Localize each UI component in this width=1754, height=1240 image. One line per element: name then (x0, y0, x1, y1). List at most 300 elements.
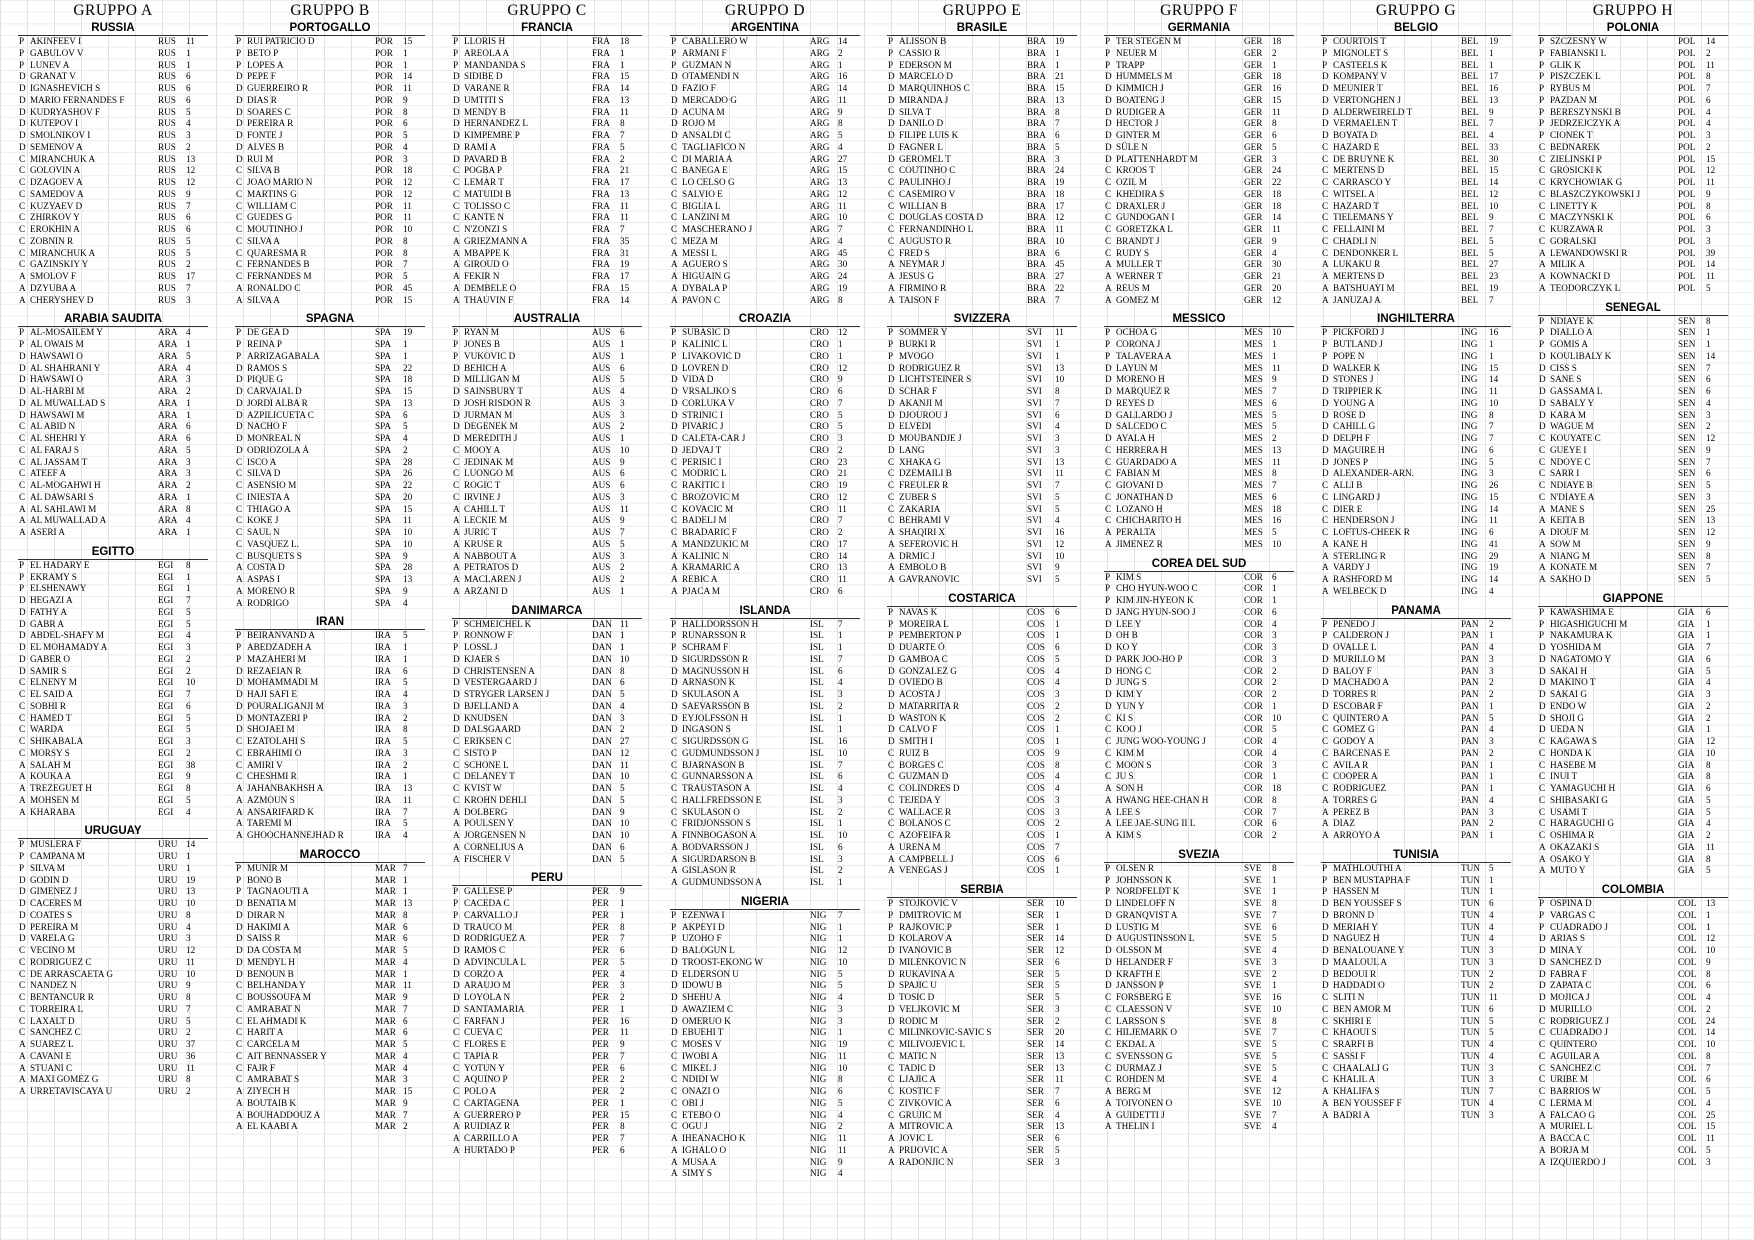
player-role: D (1539, 1003, 1546, 1014)
player-name: MORENO R (247, 585, 296, 596)
player-value: 1 (838, 59, 843, 70)
player-row (670, 492, 860, 504)
player-value: 17 (186, 271, 196, 281)
player-country: POL (1678, 200, 1696, 211)
player-role: C (1105, 480, 1112, 490)
player-role: D (1322, 71, 1329, 82)
player-role: C (888, 806, 895, 817)
player-value: 8 (1706, 771, 1711, 782)
player-row (452, 480, 642, 492)
player-row (670, 1098, 860, 1110)
player-country: EGI (158, 606, 174, 617)
player-country: COR (1244, 771, 1263, 782)
player-row (887, 492, 1077, 504)
player-row (1104, 410, 1294, 422)
player-value: 45 (1055, 259, 1065, 270)
player-row (1104, 48, 1294, 60)
player-country: AUS (592, 362, 611, 373)
player-role: C (1539, 1086, 1546, 1096)
player-country: PER (592, 1144, 609, 1155)
player-name: AZOFEIFA R (899, 830, 951, 840)
player-name: ATEEF A (30, 468, 66, 479)
player-value: 11 (186, 36, 195, 46)
player-name: CAMPANA M (30, 851, 86, 861)
player-row (1321, 642, 1511, 654)
player-name: JONATHAN D (1116, 491, 1173, 502)
player-value: 3 (186, 468, 191, 479)
player-row (887, 154, 1077, 166)
player-row (235, 969, 425, 981)
player-country: BRA (1027, 71, 1046, 82)
player-country: URU (158, 933, 178, 944)
player-role: C (1539, 165, 1546, 176)
player-row (452, 468, 642, 480)
player-name: AQUINO P (464, 1074, 508, 1085)
player-role: P (453, 630, 459, 641)
player-role: A (671, 841, 678, 852)
player-role: C (1322, 515, 1329, 526)
player-country: AUS (592, 515, 611, 526)
player-name: AL MUWALLAD S (30, 397, 106, 408)
player-value: 7 (1055, 841, 1060, 852)
player-value: 13 (1055, 362, 1065, 373)
player-row (670, 95, 860, 107)
player-name: KUDRYASHOV F (30, 106, 101, 117)
player-country: EGI (158, 618, 174, 629)
player-value: 1 (620, 339, 625, 349)
player-row (1104, 1027, 1294, 1039)
player-country: BRA (1027, 235, 1046, 246)
player-country: POL (1678, 36, 1696, 46)
team-block (452, 872, 642, 1156)
player-role: D (1105, 118, 1112, 129)
player-country: COR (1244, 759, 1263, 770)
player-role: C (1539, 141, 1546, 152)
player-country: GIA (1678, 865, 1695, 876)
player-row (1321, 969, 1511, 981)
player-name: MANE S (1550, 503, 1585, 514)
team-name: INGHILTERRA (1321, 313, 1511, 327)
player-role: D (671, 677, 678, 688)
player-country: RUS (158, 294, 176, 305)
player-value: 11 (838, 1050, 847, 1061)
player-role: A (888, 294, 895, 305)
player-row (18, 433, 208, 445)
player-value: 12 (1706, 433, 1716, 443)
player-name: MILINKOVIC-SAVIC S (899, 1027, 992, 1038)
player-name: KROHN DEHLI (464, 794, 527, 805)
player-row (18, 839, 208, 851)
player-country: CRO (810, 386, 829, 396)
player-role: D (671, 724, 678, 735)
player-role: C (236, 1003, 243, 1014)
player-name: RUIZ B (899, 747, 929, 758)
player-name: SILVA B (247, 165, 280, 176)
player-value: 7 (403, 862, 408, 873)
player-row (1104, 224, 1294, 236)
player-name: MEZA M (682, 235, 718, 246)
player-name: TOSIC D (899, 992, 935, 1002)
player-role: A (453, 259, 460, 270)
player-name: HAZARD E (1333, 141, 1380, 152)
player-role: C (19, 456, 26, 467)
player-country: COS (1027, 841, 1045, 852)
player-country: GIA (1678, 736, 1695, 746)
player-role: D (453, 712, 460, 723)
player-row (1321, 875, 1511, 887)
player-row (1104, 595, 1294, 607)
player-country: MAR (375, 933, 396, 944)
player-row (1104, 165, 1294, 177)
player-row (18, 910, 208, 922)
player-row (887, 445, 1077, 457)
player-row (1104, 1074, 1294, 1086)
player-value: 4 (1489, 585, 1494, 596)
player-role: A (453, 818, 460, 829)
player-name: TAGNAOUTI A (247, 886, 309, 897)
player-country: MAR (375, 1039, 396, 1049)
player-row (1538, 492, 1728, 504)
player-value: 33 (1489, 141, 1499, 152)
player-country: CRO (810, 409, 829, 420)
player-country: TUN (1461, 909, 1480, 920)
player-value: 12 (838, 327, 848, 338)
player-role: C (1322, 188, 1329, 199)
player-role: C (1322, 527, 1329, 537)
player-value: 16 (620, 1015, 630, 1026)
player-name: GAMBOA C (899, 653, 948, 664)
player-name: KOWNACKI D (1550, 271, 1610, 281)
player-row (235, 386, 425, 398)
player-country: GIA (1678, 700, 1695, 711)
player-row (235, 1004, 425, 1016)
player-role: D (888, 94, 895, 105)
player-country: ARG (810, 235, 830, 246)
player-role: C (671, 1039, 678, 1049)
group-column (452, 0, 642, 1164)
player-value: 1 (186, 491, 191, 502)
player-name: SASSI F (1333, 1050, 1366, 1061)
player-country: SVI (1027, 386, 1042, 396)
player-role: C (888, 503, 895, 514)
player-role: D (671, 362, 678, 373)
player-role: A (671, 259, 678, 270)
player-role: D (888, 700, 895, 711)
player-role: A (671, 550, 678, 561)
player-name: CORONA J (1116, 339, 1161, 349)
player-name: YAMAGUCHI H (1550, 783, 1616, 793)
player-row (1104, 992, 1294, 1004)
player-value: 4 (838, 783, 843, 793)
player-row (18, 374, 208, 386)
player-value: 6 (186, 421, 191, 432)
player-role: D (1105, 945, 1112, 955)
player-value: 5 (1055, 992, 1060, 1002)
player-name: TRIPPIER K (1333, 386, 1382, 396)
player-role: D (19, 118, 26, 129)
player-country: BEL (1461, 106, 1479, 117)
player-country: TUN (1461, 862, 1480, 873)
player-role: D (236, 141, 243, 152)
player-row (1321, 189, 1511, 201)
player-name: LINETTY K (1550, 200, 1598, 211)
player-row (18, 468, 208, 480)
player-name: ARAUJO M (464, 980, 511, 991)
player-country: FRA (592, 141, 610, 152)
player-row (235, 574, 425, 586)
player-row (235, 1016, 425, 1028)
player-country: FRA (592, 224, 610, 234)
player-role: C (1322, 747, 1329, 758)
player-value: 6 (403, 409, 408, 420)
player-country: SPA (375, 386, 392, 396)
player-row (887, 701, 1077, 713)
player-country: RUS (158, 83, 176, 93)
player-country: COL (1678, 1039, 1697, 1049)
player-name: KOUKA A (30, 771, 72, 782)
player-name: KOUYATE C (1550, 433, 1601, 443)
player-name: KIM Y (1116, 689, 1143, 699)
player-value: 3 (1706, 689, 1711, 699)
player-country: SEN (1678, 574, 1696, 584)
player-role: C (888, 188, 895, 199)
player-name: MVOGO (899, 350, 934, 361)
player-name: TREZEGUET H (30, 783, 92, 793)
player-row (452, 83, 642, 95)
player-row (1104, 118, 1294, 130)
player-role: A (1322, 1109, 1329, 1120)
player-role: C (1105, 177, 1112, 187)
player-row (452, 410, 642, 422)
player-role: D (1105, 968, 1112, 979)
player-value: 1 (186, 571, 191, 582)
player-country: GER (1244, 247, 1263, 258)
team-name: ISLANDA (670, 605, 860, 619)
player-country: ING (1461, 527, 1478, 537)
player-row (235, 504, 425, 516)
player-role: C (453, 1039, 460, 1049)
player-role: D (1539, 689, 1546, 699)
player-role: D (888, 653, 895, 664)
player-role: D (1539, 386, 1546, 396)
player-role: D (453, 956, 460, 967)
player-row (1321, 736, 1511, 748)
player-row (670, 189, 860, 201)
player-country: EGI (158, 712, 174, 723)
player-role: C (236, 259, 243, 270)
player-name: EDERSON M (899, 59, 952, 70)
player-country: COS (1027, 853, 1045, 864)
player-role: P (888, 618, 894, 629)
player-country: SER (1027, 898, 1044, 908)
player-name: BEN YOUSSEF S (1333, 898, 1402, 908)
player-value: 13 (186, 886, 196, 897)
player-row (452, 818, 642, 830)
player-role: C (1322, 1062, 1329, 1073)
player-role: C (19, 165, 26, 176)
player-name: HWANG HEE-CHAN H (1116, 794, 1209, 805)
player-row (1538, 969, 1728, 981)
player-value: 6 (1706, 980, 1711, 991)
player-country: BRA (1027, 153, 1046, 164)
player-country: TUN (1461, 1015, 1480, 1026)
player-value: 11 (838, 1133, 847, 1143)
player-name: MATUIDI B (464, 188, 512, 199)
player-value: 14 (1055, 933, 1065, 944)
player-row (1104, 736, 1294, 748)
player-row (1538, 433, 1728, 445)
player-name: BOATENG J (1116, 94, 1165, 105)
player-country: SVI (1027, 397, 1042, 408)
player-name: AKANJI M (899, 397, 943, 408)
player-name: BUSQUETS S (247, 550, 302, 561)
player-country: BRA (1027, 59, 1046, 70)
player-country: PER (592, 886, 609, 897)
player-role: P (671, 909, 677, 920)
player-role: D (671, 130, 678, 140)
player-row (1104, 713, 1294, 725)
player-country: PER (592, 968, 609, 979)
player-country: GER (1244, 141, 1263, 152)
player-name: BARCENAS E (1333, 747, 1390, 758)
player-role: A (1105, 1121, 1112, 1132)
player-value: 23 (838, 456, 848, 467)
player-value: 10 (1055, 898, 1065, 908)
player-row (1321, 677, 1511, 689)
player-role: D (888, 968, 895, 979)
player-role: C (236, 1062, 243, 1073)
player-value: 8 (1272, 468, 1277, 479)
player-role: D (671, 700, 678, 711)
player-row (1321, 830, 1511, 842)
player-value: 11 (838, 574, 847, 584)
player-value: 1 (1489, 47, 1494, 58)
player-row (1538, 1086, 1728, 1098)
player-role: D (236, 421, 243, 432)
player-role: D (888, 409, 895, 420)
player-name: ALEXANDER-ARN. (1333, 468, 1414, 479)
player-role: D (1539, 350, 1546, 361)
player-value: 6 (620, 468, 625, 479)
player-country: COL (1678, 1015, 1697, 1026)
player-name: URRETAVISCAYA U (30, 1086, 113, 1096)
player-country: BEL (1461, 282, 1479, 293)
player-row (18, 677, 208, 689)
player-value: 16 (1055, 527, 1065, 537)
player-name: COURTOIS T (1333, 36, 1386, 46)
player-value: 5 (403, 130, 408, 140)
player-value: 9 (838, 1156, 843, 1167)
player-country: GIA (1678, 806, 1695, 817)
player-role: D (888, 689, 895, 699)
player-value: 12 (838, 362, 848, 373)
player-role: A (1322, 830, 1329, 840)
player-name: EL MOHAMADY A (30, 642, 108, 652)
player-role: A (1105, 1109, 1112, 1120)
player-role: D (1105, 665, 1112, 676)
player-name: BADELJ M (682, 515, 727, 526)
player-role: D (453, 409, 460, 420)
group-title: GRUPPO E (942, 2, 1022, 19)
player-value: 9 (1706, 444, 1711, 455)
player-name: MENDY B (464, 106, 506, 117)
player-value: 16 (838, 736, 848, 746)
player-role: A (1322, 1097, 1329, 1108)
player-country: ARG (810, 165, 830, 176)
player-name: LLORIS H (464, 36, 506, 46)
player-row (1104, 642, 1294, 654)
player-role: D (236, 909, 243, 920)
player-role: D (236, 968, 243, 979)
player-value: 1 (838, 712, 843, 723)
player-name: FAZIO F (682, 83, 716, 93)
player-value: 4 (403, 141, 408, 152)
player-name: BOLANOS C (899, 818, 951, 829)
player-row (452, 795, 642, 807)
player-value: 18 (403, 165, 413, 176)
player-country: AUS (592, 339, 611, 349)
player-name: KOO J (1116, 724, 1142, 735)
player-role: A (19, 771, 26, 782)
player-name: GRANAT V (30, 71, 76, 82)
player-name: GRIEZMANN A (464, 235, 528, 246)
player-row (18, 595, 208, 607)
player-value: 6 (1272, 606, 1277, 617)
player-role: C (1539, 830, 1546, 840)
player-country: FRA (592, 259, 610, 270)
player-role: D (1105, 980, 1112, 991)
player-value: 3 (1489, 1074, 1494, 1085)
player-value: 1 (838, 921, 843, 932)
player-name: TRAUSTASON A (682, 783, 751, 793)
player-role: A (1539, 574, 1546, 584)
player-row (452, 1039, 642, 1051)
player-row (1104, 945, 1294, 957)
player-role: C (19, 468, 26, 479)
player-role: D (1539, 374, 1546, 385)
player-row (1321, 118, 1511, 130)
player-row (670, 398, 860, 410)
player-name: MURIEL L (1550, 1121, 1593, 1132)
player-role: C (671, 456, 678, 467)
player-value: 18 (1272, 36, 1282, 46)
player-country: MES (1244, 327, 1263, 338)
player-role: A (671, 865, 678, 876)
player-value: 11 (403, 980, 412, 991)
player-name: AL SHEHRI Y (30, 433, 86, 443)
player-value: 5 (1489, 1015, 1494, 1026)
player-row (452, 189, 642, 201)
player-country: IRA (375, 759, 391, 770)
team-block (1538, 884, 1728, 1168)
player-role: C (888, 456, 895, 467)
player-row (18, 504, 208, 516)
player-row (452, 807, 642, 819)
player-row (235, 957, 425, 969)
player-row (1104, 527, 1294, 539)
player-role: A (1105, 527, 1112, 537)
player-value: 1 (1055, 339, 1060, 349)
player-value: 13 (403, 783, 413, 793)
player-name: N'ZONZI S (464, 224, 508, 234)
player-value: 12 (403, 177, 413, 187)
player-value: 1 (1055, 59, 1060, 70)
player-value: 5 (838, 409, 843, 420)
player-value: 15 (838, 165, 848, 176)
player-country: BEL (1461, 71, 1479, 82)
player-value: 5 (186, 618, 191, 629)
player-country: IRA (375, 736, 391, 746)
